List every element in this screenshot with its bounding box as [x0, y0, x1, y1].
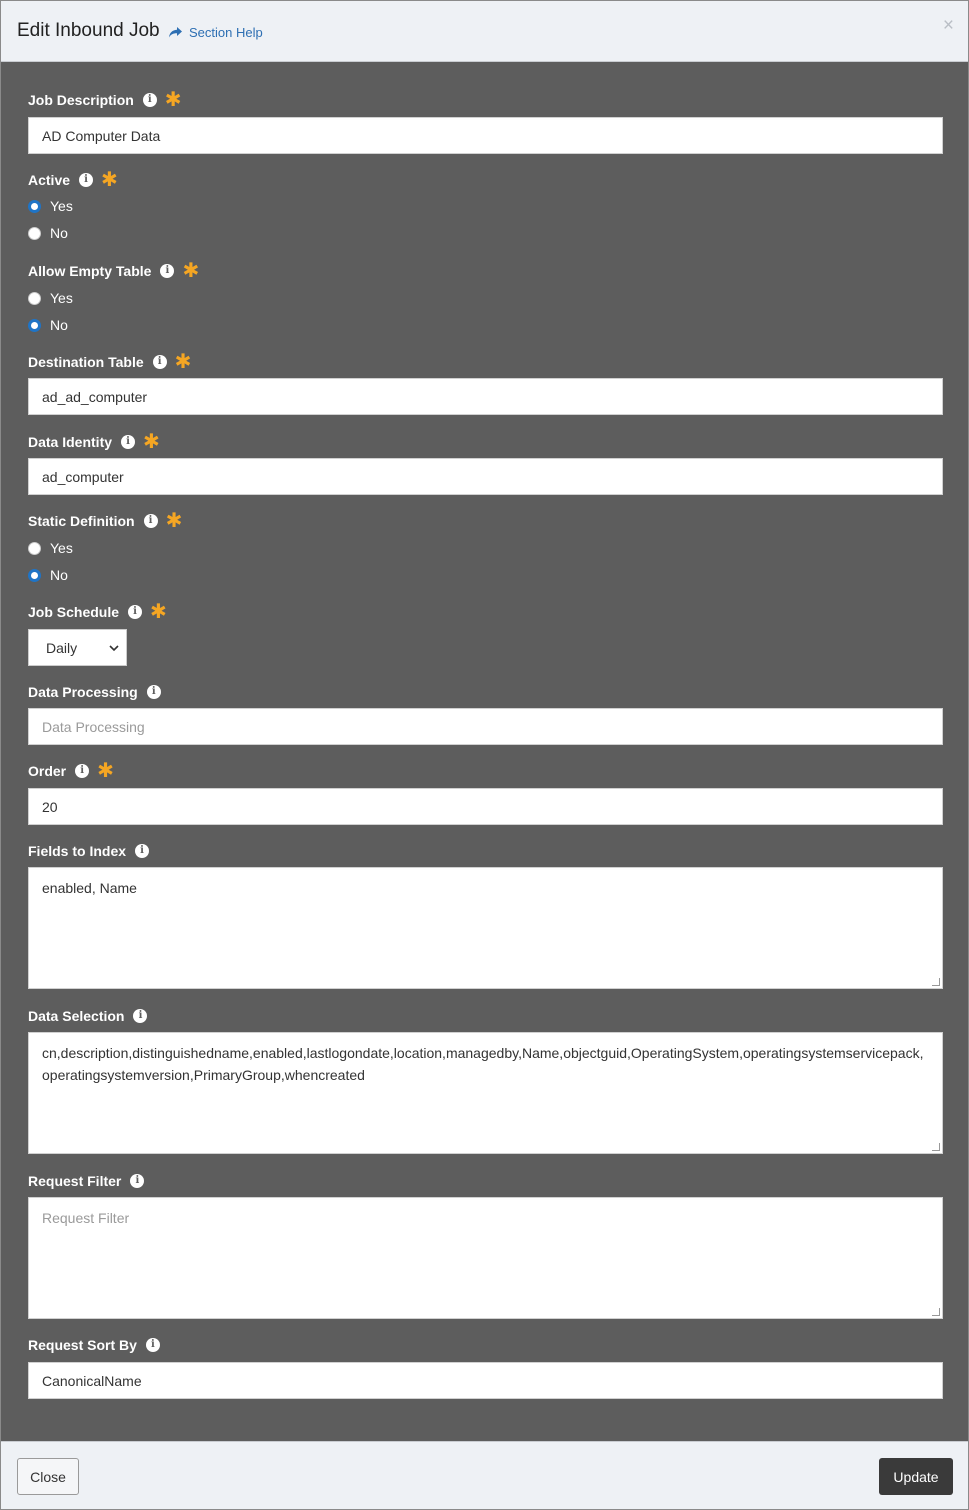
data-selection-label — [28, 1008, 147, 1024]
info-icon[interactable]: i — [128, 605, 142, 619]
data-processing-input[interactable]: Data Processing — [28, 708, 943, 745]
info-icon[interactable]: i — [144, 514, 158, 528]
radio-checked-icon[interactable] — [28, 200, 41, 213]
data-processing-label — [28, 684, 161, 700]
destination-table-label-text: Destination Table — [28, 354, 144, 370]
info-icon[interactable]: i — [143, 93, 157, 107]
request-filter-placeholder: Request Filter — [42, 1210, 130, 1226]
required-icon: ✱ — [101, 169, 118, 191]
info-icon[interactable]: i — [121, 435, 135, 449]
allow-empty-table-no-radio[interactable] — [28, 317, 68, 333]
radio-unchecked-icon[interactable] — [28, 542, 41, 555]
section-help-label: Section Help — [189, 25, 263, 40]
info-icon[interactable]: i — [146, 1338, 160, 1352]
info-icon[interactable]: i — [153, 355, 167, 369]
chevron-down-icon — [108, 642, 120, 654]
required-icon: ✱ — [143, 431, 160, 453]
data-processing-label-text: Data Processing — [28, 684, 138, 700]
fields-to-index-value: enabled, Name — [42, 880, 137, 896]
fields-to-index-label-text: Fields to Index — [28, 843, 127, 859]
allow-empty-table-yes-radio[interactable] — [28, 290, 73, 306]
modal-body — [1, 63, 968, 1441]
active-label — [28, 169, 118, 191]
active-yes-label: Yes — [50, 198, 73, 214]
static-definition-no-radio[interactable] — [28, 567, 68, 583]
resize-grip-icon[interactable] — [932, 1308, 940, 1316]
data-selection-textarea[interactable] — [28, 1032, 943, 1154]
job-description-label — [28, 89, 182, 111]
update-button[interactable]: Update — [879, 1458, 953, 1495]
active-no-label: No — [50, 225, 68, 241]
request-filter-textarea[interactable] — [28, 1197, 943, 1319]
info-icon[interactable]: i — [147, 685, 161, 699]
resize-grip-icon[interactable] — [932, 1143, 940, 1151]
required-icon: ✱ — [150, 601, 167, 623]
allow-empty-table-no-label: No — [50, 317, 68, 333]
data-selection-label-text: Data Selection — [28, 1008, 125, 1024]
order-label — [28, 760, 114, 782]
destination-table-label — [28, 351, 192, 373]
allow-empty-table-yes-label: Yes — [50, 290, 73, 306]
modal-title: Edit Inbound Job — [17, 20, 160, 41]
job-schedule-value: Daily — [46, 639, 78, 656]
radio-unchecked-icon[interactable] — [28, 227, 41, 240]
info-icon[interactable]: i — [75, 764, 89, 778]
close-button[interactable]: Close — [17, 1458, 79, 1495]
job-schedule-label — [28, 601, 167, 623]
required-icon: ✱ — [164, 89, 182, 111]
required-icon: ✱ — [174, 351, 192, 373]
static-definition-no-label: No — [50, 567, 68, 583]
close-icon[interactable]: × — [942, 15, 954, 36]
request-sort-by-label-text: Request Sort By — [28, 1337, 137, 1353]
destination-table-input[interactable]: ad_ad_computer — [28, 378, 943, 415]
info-icon[interactable]: i — [135, 844, 149, 858]
static-definition-yes-radio[interactable] — [28, 540, 73, 556]
job-schedule-select[interactable] — [28, 629, 127, 666]
radio-unchecked-icon[interactable] — [28, 292, 41, 305]
radio-checked-icon[interactable] — [28, 569, 41, 582]
data-identity-label — [28, 431, 160, 453]
allow-empty-table-label-text: Allow Empty Table — [28, 263, 152, 279]
data-selection-value: cn,description,distinguishedname,enabled,lastlogondate,location,managedby,Name,objectguid,OperatingSystem,operatingsystemservicepack,operatingsystemversion,PrimaryGroup,whencreated — [42, 1045, 924, 1083]
job-schedule-label-text: Job Schedule — [28, 604, 120, 620]
job-description-input[interactable]: AD Computer Data — [28, 117, 943, 154]
required-icon: ✱ — [165, 510, 183, 532]
info-icon[interactable]: i — [160, 264, 174, 278]
request-filter-label — [28, 1173, 144, 1189]
request-filter-label-text: Request Filter — [28, 1173, 122, 1189]
allow-empty-table-label — [28, 260, 200, 282]
static-definition-label — [28, 510, 183, 532]
data-identity-input[interactable]: ad_computer — [28, 458, 943, 495]
required-icon: ✱ — [97, 760, 114, 782]
static-definition-yes-label: Yes — [50, 540, 73, 556]
active-label-text: Active — [28, 172, 71, 188]
section-help-link[interactable] — [168, 25, 263, 40]
fields-to-index-label — [28, 843, 149, 859]
data-identity-label-text: Data Identity — [28, 434, 113, 450]
info-icon[interactable]: i — [130, 1174, 144, 1188]
share-arrow-icon — [168, 26, 183, 39]
fields-to-index-textarea[interactable] — [28, 867, 943, 989]
modal-footer — [1, 1441, 968, 1509]
required-icon: ✱ — [182, 260, 200, 282]
info-icon[interactable]: i — [133, 1009, 147, 1023]
modal-header — [1, 1, 968, 62]
job-description-label-text: Job Description — [28, 92, 134, 108]
request-sort-by-input[interactable]: CanonicalName — [28, 1362, 943, 1399]
active-no-radio[interactable] — [28, 225, 68, 241]
request-sort-by-label — [28, 1337, 160, 1353]
resize-grip-icon[interactable] — [932, 978, 940, 986]
radio-checked-icon[interactable] — [28, 319, 41, 332]
static-definition-label-text: Static Definition — [28, 513, 135, 529]
order-label-text: Order — [28, 763, 67, 779]
order-input[interactable]: 20 — [28, 788, 943, 825]
info-icon[interactable]: i — [79, 173, 93, 187]
active-yes-radio[interactable] — [28, 198, 73, 214]
